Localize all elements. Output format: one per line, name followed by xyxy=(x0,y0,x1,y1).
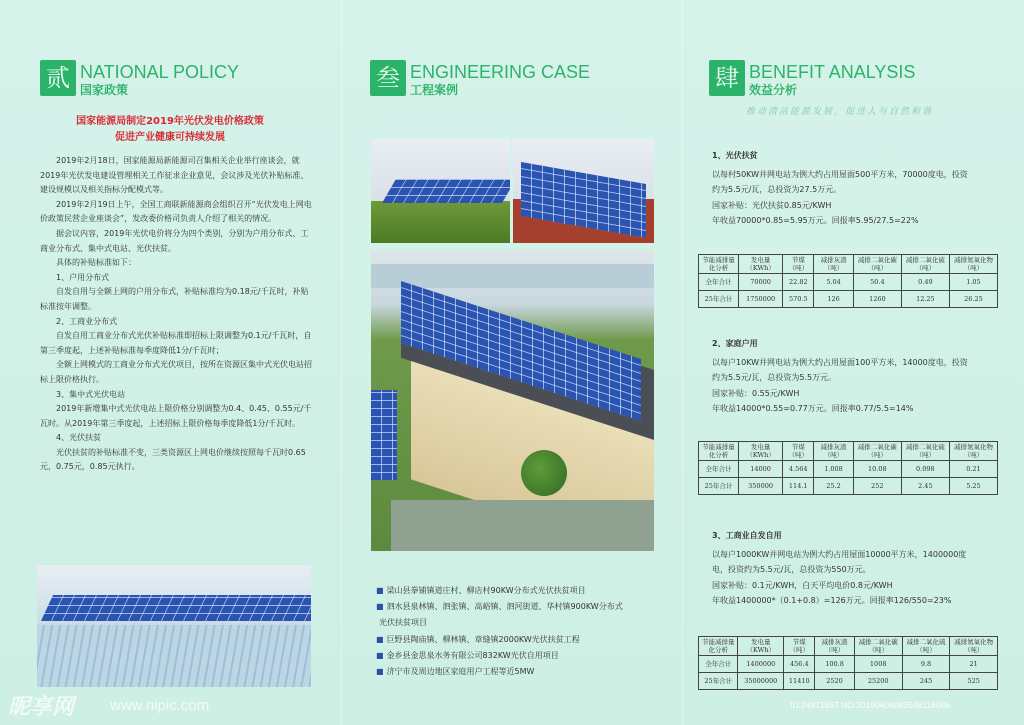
section-line: 以每户1000KW并网电站为例大约占用屋面10000平方米，1400000度 xyxy=(712,550,967,559)
case-text: 梁山县拳铺镇道庄村、柳店村90KW分布式光伏扶贫项目 xyxy=(386,586,586,595)
photo-case-3 xyxy=(371,250,654,551)
table-cell: 全年合计 xyxy=(699,656,738,673)
policy-para: 2019年2月19日上午，全国工商联新能源商会组织召开“光伏发电上网电价政策民营企业座谈会”，发改委价格司负责人介绍了相关的情况。 xyxy=(40,199,312,224)
table-header: 发电量（KWh） xyxy=(738,637,784,656)
table-cell: 126 xyxy=(814,291,854,308)
table-cell: 2.45 xyxy=(901,478,949,495)
table-header: 减排二氧化碳（吨） xyxy=(854,637,902,656)
table-cell: 252 xyxy=(853,478,901,495)
cases-header xyxy=(370,60,650,102)
table-header: 减排二氧化硫（吨） xyxy=(902,637,950,656)
table-cell: 25年合计 xyxy=(699,673,738,690)
table-cell: 5.04 xyxy=(814,274,854,291)
policy-para: 自发自用工商业分布式光伏补贴标准即招标上限调整为0.1元/千瓦时，自第三季度起，上述补贴标准每季度降低1分/千瓦时； xyxy=(40,331,312,355)
table-cell: 5.25 xyxy=(949,478,997,495)
table-cell: 0.21 xyxy=(949,461,997,478)
table-header-row xyxy=(699,255,998,274)
table-cell: 25年合计 xyxy=(699,478,739,495)
table-header: 发电量（KWh） xyxy=(738,442,782,461)
policy-subhead: 1、户用分布式 xyxy=(56,272,110,282)
benefit-slogan: 推动清洁能源发展，促进人与自然和谐 xyxy=(746,107,934,117)
case-item xyxy=(376,664,668,680)
policy-para: 自发自用与全额上网的户用分布式，补贴标准均为0.18元/千瓦时，补贴标准按年调整。 xyxy=(40,287,309,311)
policy-title-en: NATIONAL POLICY xyxy=(80,62,240,82)
benefit-table-2 xyxy=(698,441,998,495)
section-line: 国家补贴：0.55元/KWH xyxy=(712,388,800,398)
solar-array-graphic xyxy=(41,595,311,621)
table-cell: 245 xyxy=(902,673,950,690)
watermark-logo: 昵享网 xyxy=(8,695,75,720)
fold-line-2 xyxy=(682,0,683,725)
benefit-section-3 xyxy=(712,530,1012,609)
road-graphic xyxy=(391,500,654,551)
table-header: 减排氮氧化物（吨） xyxy=(949,255,997,274)
solar-array-graphic xyxy=(382,179,510,203)
benefit-title-en: BENEFIT ANALYSIS xyxy=(749,62,916,82)
policy-subhead: 4、光伏扶贫 xyxy=(56,433,102,443)
table-cell: 50.4 xyxy=(853,274,901,291)
table-cell: 10.08 xyxy=(853,461,901,478)
section-line: 以每村50KW并网电站为例大约占用屋面500平方米，70000度电，投资 xyxy=(712,170,968,179)
section-line: 以每户10KW并网电站为例大约占用屋面100平方米，14000度电，投资 xyxy=(712,358,968,367)
policy-para: 全额上网模式的工商业分布式光伏项目，按所在资源区集中式光伏电站招标上限价格执行。 xyxy=(40,360,312,384)
policy-para: 2019年新增集中式光伏电站上限价格分别调整为0.4、0.45、0.55元/千瓦时。从2019年第三季度起，上述招标上限价格每季度降低1分/千瓦时。 xyxy=(40,404,312,428)
benefit-section-1 xyxy=(712,150,1012,229)
policy-para: 据会议内容，2019年光伏电价将分为四个类别，分别为户用分布式、工商业分布式、集中式电站、光伏扶贫。 xyxy=(40,228,309,253)
table-row xyxy=(699,656,998,673)
table-cell: 9.8 xyxy=(902,656,950,673)
table-header: 减排二氧化碳（吨） xyxy=(853,255,901,274)
table-header: 节煤（吨） xyxy=(783,442,814,461)
table-cell: 1.05 xyxy=(949,274,997,291)
bullet-icon: ■ xyxy=(376,650,384,660)
table-cell: 21 xyxy=(950,656,998,673)
table-header: 减排二氧化硫（吨） xyxy=(901,442,949,461)
case-text: 金乡县金思泉水务有限公司832KW光伏自用项目 xyxy=(386,650,559,660)
table-header: 减排灰渣（吨） xyxy=(814,255,854,274)
case-item xyxy=(376,632,668,648)
fold-line-1 xyxy=(341,0,342,725)
table-row xyxy=(699,274,998,291)
bullet-icon: ■ xyxy=(376,667,384,677)
table-cell: 2520 xyxy=(815,673,854,690)
case-item xyxy=(376,599,668,615)
table-header: 减排氮氧化物（吨） xyxy=(950,637,998,656)
solar-array-graphic xyxy=(371,390,397,480)
bullet-icon: ■ xyxy=(376,586,384,595)
case-text: 巨野县陶庙镇、柳林镇、章缝镇2000KW光伏扶贫工程 xyxy=(386,634,580,644)
table-row xyxy=(699,673,998,690)
section-line: 国家补贴：0.1元/KWH，白天平均电价0.8元/KWH xyxy=(712,580,893,590)
table-cell: 4.564 xyxy=(783,461,814,478)
policy-headline xyxy=(40,114,300,146)
policy-para: 具体的补贴标准如下： xyxy=(56,258,136,268)
benefit-table-3 xyxy=(698,636,998,690)
table-cell: 22.82 xyxy=(783,274,814,291)
table-cell: 35000000 xyxy=(738,673,784,690)
table-cell: 570.5 xyxy=(783,291,814,308)
section-line: 年收益14000*0.55=0.77万元。回报率0.77/5.5=14% xyxy=(712,404,914,414)
table-header-row xyxy=(699,637,998,656)
policy-title-cn: 国家政策 xyxy=(80,83,129,97)
benefit-header xyxy=(709,60,989,102)
tree-graphic xyxy=(521,450,567,496)
case-item xyxy=(376,583,668,599)
table-cell: 1400000 xyxy=(738,656,784,673)
case-text: 泗水县泉林镇、泗张镇、高峪镇、泗河街道、华村镇900KW分布式 xyxy=(386,602,623,612)
policy-subhead: 2、工商业分布式 xyxy=(56,316,118,326)
watermark-id: ID:24971857 NO:20190406083546116086 xyxy=(790,700,951,710)
table-cell: 25.2 xyxy=(814,478,854,495)
section-line: 约为5.5元/瓦，总投资为27.5万元。 xyxy=(712,185,842,195)
policy-para: 光伏扶贫的补贴标准不变，三类资源区上网电价继续按照每千瓦时0.65元，0.75元，0.85元执行。 xyxy=(40,447,306,472)
section-line: 国家补贴：光伏扶贫0.85元/KWH xyxy=(712,200,832,210)
table-cell: 0.098 xyxy=(901,461,949,478)
table-cell: 0.49 xyxy=(901,274,949,291)
table-cell: 350000 xyxy=(738,478,782,495)
policy-body xyxy=(40,154,312,475)
table-header: 节能减排量化分析 xyxy=(699,255,739,274)
section-line: 年收益1400000*（0.1+0.8）=126万元。回报率126/550=23% xyxy=(712,596,952,606)
table-cell: 11410 xyxy=(784,673,815,690)
section-title: 3、工商业自发自用 xyxy=(712,531,782,540)
section-line: 约为5.5元/瓦，总投资为5.5万元。 xyxy=(712,373,837,383)
photo-case-1 xyxy=(371,139,510,243)
table-cell: 70000 xyxy=(738,274,782,291)
benefit-table-1 xyxy=(698,254,998,308)
table-cell: 全年合计 xyxy=(699,461,739,478)
cases-badge: 叁 xyxy=(370,60,406,96)
table-cell: 114.1 xyxy=(783,478,814,495)
table-cell: 26.25 xyxy=(949,291,997,308)
table-cell: 525 xyxy=(950,673,998,690)
policy-headline-2: 促进产业健康可持续发展 xyxy=(115,132,225,143)
table-cell: 25年合计 xyxy=(699,291,739,308)
photo-solar-roof xyxy=(37,565,311,687)
photo-case-2 xyxy=(513,139,654,243)
section-title: 1、光伏扶贫 xyxy=(712,151,758,160)
bullet-icon: ■ xyxy=(376,602,384,612)
policy-header xyxy=(40,60,300,102)
table-cell: 100.8 xyxy=(815,656,854,673)
table-row xyxy=(699,291,998,308)
table-header: 节煤（吨） xyxy=(784,637,815,656)
table-header-row xyxy=(699,442,998,461)
table-header: 减排二氧化硫（吨） xyxy=(901,255,949,274)
table-cell: 14000 xyxy=(738,461,782,478)
table-header: 减排氮氧化物（吨） xyxy=(949,442,997,461)
case-text: 济宁市及周边地区家庭用户工程等近5MW xyxy=(386,667,535,677)
section-line: 电，投资约为5.5元/瓦，总投资为550万元。 xyxy=(712,565,871,575)
cases-list xyxy=(376,583,668,680)
case-item xyxy=(376,648,668,664)
table-header: 节能减排量化分析 xyxy=(699,442,739,461)
benefit-badge: 肆 xyxy=(709,60,745,96)
table-header: 节能减排量化分析 xyxy=(699,637,738,656)
table-cell: 1.008 xyxy=(814,461,854,478)
cases-title-cn: 工程案例 xyxy=(410,83,459,97)
metal-roof-graphic xyxy=(37,625,311,687)
benefit-section-2 xyxy=(712,338,1012,417)
policy-subhead: 3、集中式光伏电站 xyxy=(56,389,126,399)
policy-headline-1: 国家能源局制定2019年光伏发电价格政策 xyxy=(76,116,264,127)
table-cell: 1260 xyxy=(853,291,901,308)
table-header: 节煤（吨） xyxy=(783,255,814,274)
table-cell: 456.4 xyxy=(784,656,815,673)
table-header: 减排灰渣（吨） xyxy=(815,637,854,656)
table-cell: 1750000 xyxy=(738,291,782,308)
section-title: 2、家庭户用 xyxy=(712,339,758,348)
table-header: 减排灰渣（吨） xyxy=(814,442,854,461)
table-row xyxy=(699,478,998,495)
case-item xyxy=(376,615,668,631)
table-cell: 全年合计 xyxy=(699,274,739,291)
table-cell: 12.25 xyxy=(901,291,949,308)
policy-para: 2019年2月18日，国家能源局新能源司召集相关企业举行座谈会，就2019年光伏发电建设管理相关工作征求企业意见，会议涉及光伏补贴标准、建设规模以及相关指标分配模式等。 xyxy=(40,156,309,195)
table-row xyxy=(699,461,998,478)
grass-graphic xyxy=(371,201,510,243)
section-line: 年收益70000*0.85=5.95万元。回报率5.95/27.5=22% xyxy=(712,216,919,226)
table-header: 减排二氧化碳（吨） xyxy=(853,442,901,461)
table-cell: 1008 xyxy=(854,656,902,673)
table-header: 发电量（KWh） xyxy=(738,255,782,274)
benefit-title-cn: 效益分析 xyxy=(749,83,798,97)
watermark-url: www.nipic.com xyxy=(110,697,210,714)
cases-title-en: ENGINEERING CASE xyxy=(410,62,591,82)
table-cell: 25200 xyxy=(854,673,902,690)
bullet-icon: ■ xyxy=(376,634,384,644)
case-text: 光伏扶贫项目 xyxy=(379,618,427,628)
policy-badge: 贰 xyxy=(40,60,76,96)
